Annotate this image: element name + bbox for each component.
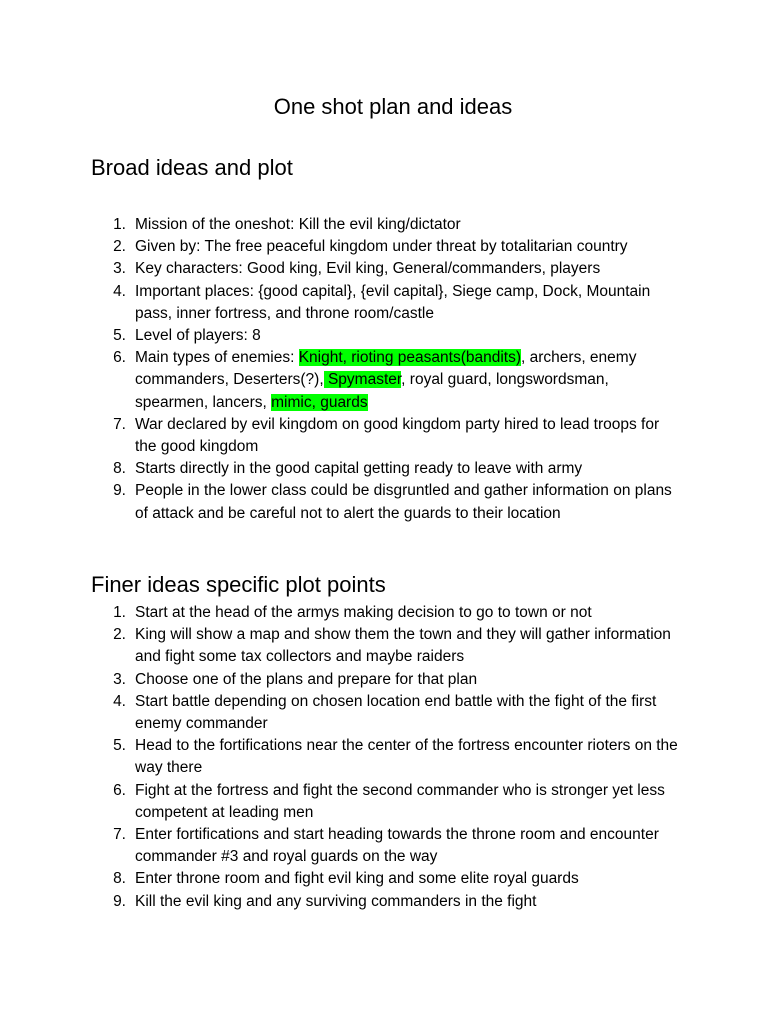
list-item-text: People in the lower class could be disgruntled and gather information on plans of attack and be careful not to alert the guards to their location bbox=[135, 482, 672, 522]
list-number: 1. bbox=[113, 216, 126, 233]
list-item-text: Enter throne room and fight evil king and some elite royal guards bbox=[135, 870, 579, 888]
list-item-text: Level of players: 8 bbox=[135, 327, 261, 345]
list-number: 3. bbox=[113, 670, 126, 688]
list-item bbox=[91, 735, 681, 779]
enemies-lead-text: Main types of enemies: bbox=[135, 349, 299, 367]
list-item-text: Given by: The free peaceful kingdom under threat by totalitarian country bbox=[135, 238, 628, 256]
list-number: 4. bbox=[113, 282, 126, 300]
highlighted-text: Spymaster bbox=[323, 371, 402, 389]
enemies-text: , archers, enemy commanders, Deserters(?), bbox=[135, 349, 637, 389]
list-item bbox=[91, 624, 681, 668]
list-number: 9. bbox=[113, 892, 126, 910]
list-item-text: Key characters: Good king, Evil king, General/commanders, players bbox=[135, 260, 601, 278]
list-number: 6. bbox=[113, 349, 126, 367]
document-title: One shot plan and ideas bbox=[273, 94, 513, 119]
list-item-enemies bbox=[91, 347, 681, 414]
list-item bbox=[91, 691, 681, 735]
list-item-text: King will show a map and show them the town and they will gather information and fight some tax collectors and maybe raiders bbox=[135, 626, 671, 666]
list-item-text: Start battle depending on chosen location end battle with the fight of the first enemy commander bbox=[135, 692, 657, 733]
list-number: 5. bbox=[113, 327, 126, 345]
list-item bbox=[91, 868, 681, 890]
list-number: 5. bbox=[113, 737, 126, 755]
list-item-text bbox=[135, 349, 636, 410]
section-heading-finer-ideas: Finer ideas specific plot points bbox=[91, 572, 386, 597]
list-item bbox=[91, 458, 681, 480]
finer-ideas-list bbox=[91, 602, 681, 913]
list-item-text: Enter fortifications and start heading towards the throne room and encounter commander #3 and royal guards on the way bbox=[135, 826, 659, 866]
list-number: 8. bbox=[113, 460, 126, 478]
list-item bbox=[91, 281, 681, 325]
list-item bbox=[91, 824, 681, 868]
list-number: 7. bbox=[113, 415, 126, 433]
list-number: 2. bbox=[113, 626, 126, 644]
list-number: 3. bbox=[113, 260, 126, 278]
enemies-text: , royal guard, longswordsman, spearmen, lancers, bbox=[135, 371, 609, 411]
list-number: 2. bbox=[113, 238, 126, 256]
list-number: 4. bbox=[113, 692, 126, 710]
list-number: 8. bbox=[113, 870, 126, 888]
list-item bbox=[91, 780, 681, 824]
list-item bbox=[91, 325, 681, 347]
list-item-text: Mission of the oneshot: Kill the evil king/dictator bbox=[135, 216, 461, 233]
list-item-text: Start at the head of the armys making decision to go to town or not bbox=[135, 604, 592, 621]
list-item-text: Choose one of the plans and prepare for that plan bbox=[135, 670, 478, 688]
list-item-text: Starts directly in the good capital getting ready to leave with army bbox=[135, 460, 583, 478]
list-item bbox=[91, 214, 681, 236]
list-item bbox=[91, 480, 681, 524]
list-item bbox=[91, 669, 681, 691]
highlighted-text: mimic, guards bbox=[271, 393, 368, 411]
list-item bbox=[91, 236, 681, 258]
list-item-text: Kill the evil king and any surviving commanders in the fight bbox=[135, 892, 537, 910]
list-item-text: Fight at the fortress and fight the second commander who is stronger yet less competent at leading men bbox=[135, 781, 665, 821]
list-number: 7. bbox=[113, 826, 126, 844]
list-item bbox=[91, 602, 681, 624]
list-item bbox=[91, 891, 681, 913]
list-number: 1. bbox=[113, 604, 126, 621]
list-item bbox=[91, 414, 681, 458]
list-number: 6. bbox=[113, 781, 126, 799]
broad-ideas-list bbox=[91, 214, 681, 525]
list-item-text: Important places: {good capital}, {evil capital}, Siege camp, Dock, Mountain pass, inner fortress, and throne room/castle bbox=[135, 282, 651, 322]
highlighted-text: Knight, rioting peasants(bandits) bbox=[298, 349, 522, 367]
list-item-text: War declared by evil kingdom on good kingdom party hired to lead troops for the good kingdom bbox=[135, 415, 660, 456]
list-item-text: Head to the fortifications near the center of the fortress encounter rioters on the way there bbox=[135, 737, 678, 777]
list-number: 9. bbox=[113, 482, 126, 500]
section-heading-broad-ideas: Broad ideas and plot bbox=[91, 155, 293, 180]
list-item bbox=[91, 258, 681, 280]
